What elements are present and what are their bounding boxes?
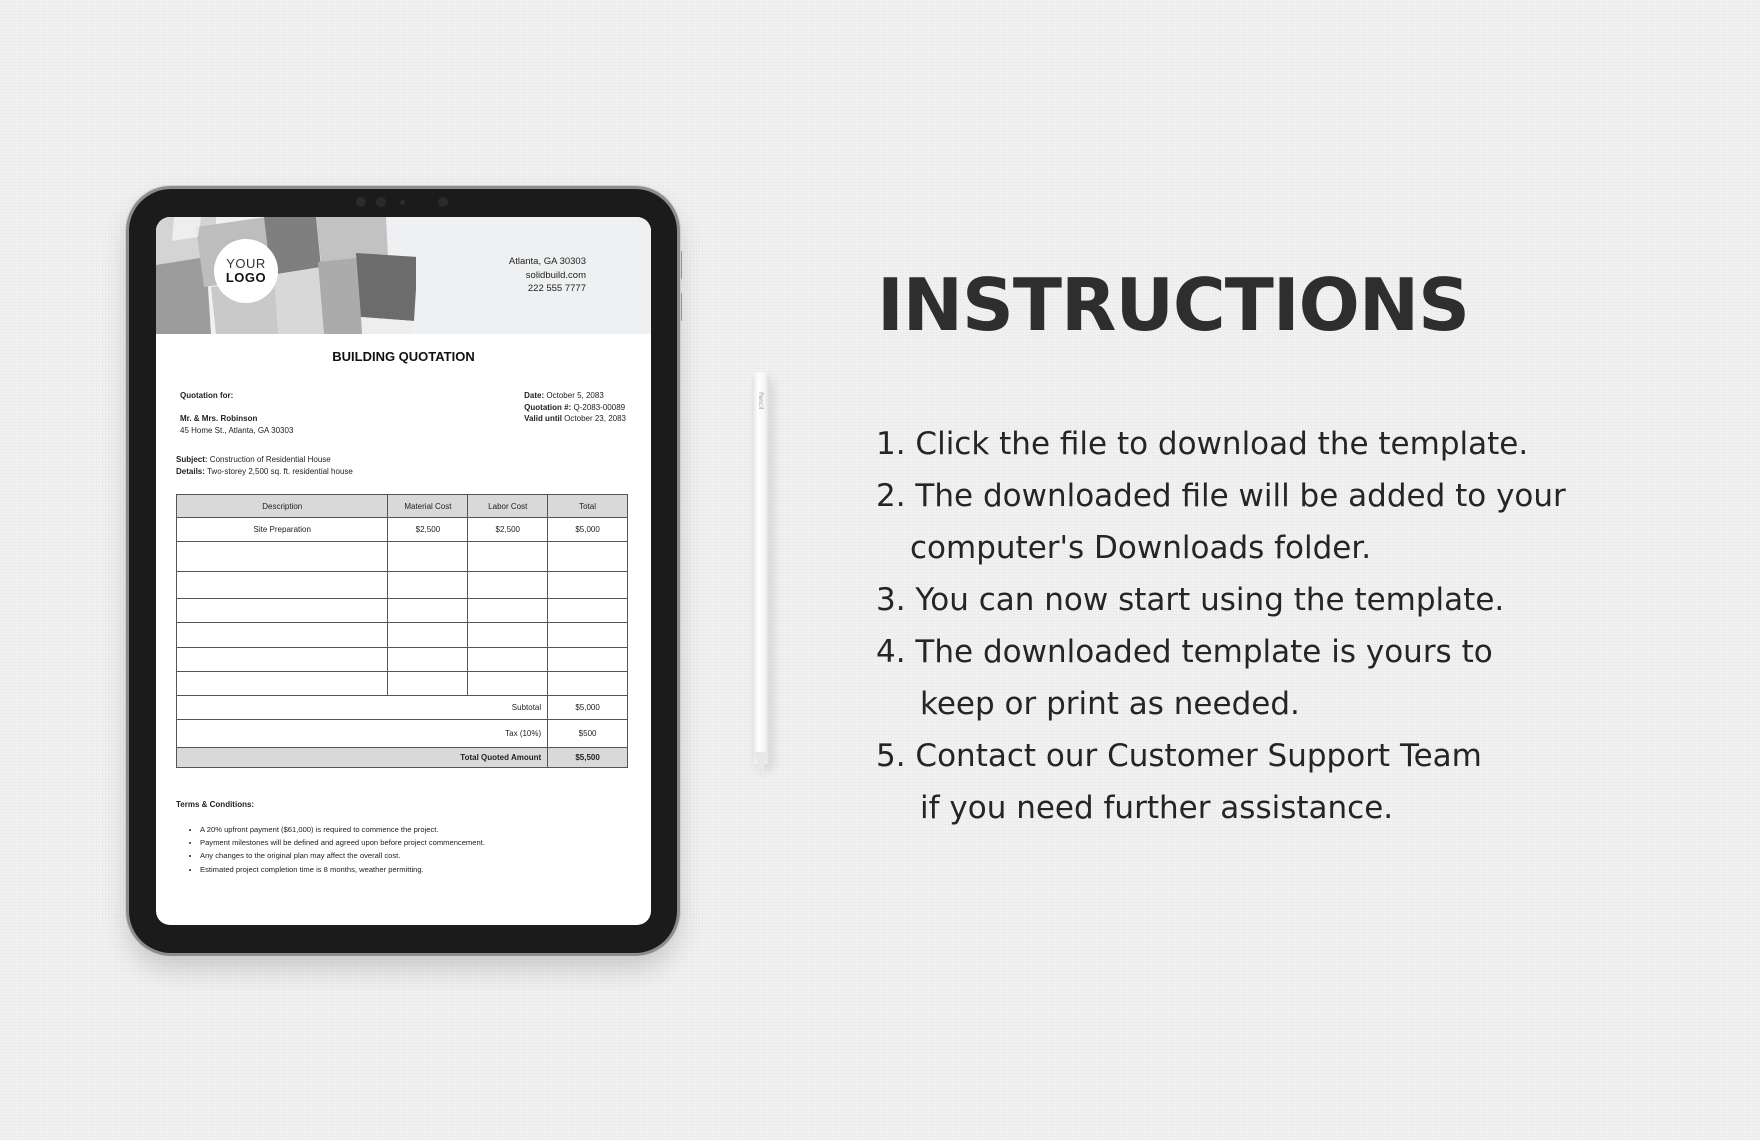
table-cell: $2,500 xyxy=(468,518,548,542)
logo-line-1: YOUR xyxy=(226,256,266,271)
quotation-number-value: Q-2083-00089 xyxy=(573,402,626,412)
camera-dot xyxy=(356,197,366,207)
subtotal-label: Subtotal xyxy=(177,696,548,720)
camera-bar xyxy=(350,196,460,208)
table-row xyxy=(177,518,628,542)
table-row-empty xyxy=(177,542,628,572)
camera-dot xyxy=(376,197,386,207)
subtotal-value: $5,000 xyxy=(548,696,628,720)
instruction-line: computer's Downloads folder. xyxy=(910,530,1372,566)
tablet-screen xyxy=(156,217,651,925)
instruction-line: 2. The downloaded file will be added to your xyxy=(876,478,1566,514)
table-row-empty xyxy=(177,648,628,672)
logo-line-2: LOGO xyxy=(225,270,267,285)
client-info xyxy=(180,413,293,436)
subject-label: Subject: xyxy=(176,455,208,464)
instructions-list xyxy=(876,418,1566,834)
valid-until-value: October 23, 2083 xyxy=(564,414,626,423)
contact-website: solidbuild.com xyxy=(525,269,586,281)
tablet-volume-up xyxy=(677,250,682,280)
table-header-cell: Description xyxy=(177,495,388,518)
table-row-empty xyxy=(177,672,628,696)
pencil-tip xyxy=(754,752,768,778)
total-label: Total Quoted Amount xyxy=(177,748,548,768)
logo xyxy=(214,239,278,303)
header-pattern xyxy=(156,217,416,334)
table-cell: $2,500 xyxy=(388,518,468,542)
instruction-line: 4. The downloaded template is yours to xyxy=(876,634,1493,670)
camera-dot xyxy=(438,197,448,207)
terms-title: Terms & Conditions: xyxy=(176,800,255,809)
quotation-number-label: Quotation #: xyxy=(524,402,572,412)
valid-until-label: Valid until xyxy=(524,414,562,423)
tax-label: Tax (10%) xyxy=(177,720,548,748)
date-label: Date: xyxy=(524,391,545,400)
table-header-row xyxy=(177,495,628,518)
total-value: $5,500 xyxy=(548,748,628,768)
contact-address: Atlanta, GA 30303 xyxy=(508,256,586,267)
quotation-meta xyxy=(524,390,626,425)
sensor-dot xyxy=(400,200,405,205)
instruction-line: 1. Click the file to download the template. xyxy=(876,426,1529,462)
terms-item: • Any changes to the original plan may affect the overall cost. xyxy=(200,849,485,862)
table-header-cell: Total xyxy=(548,495,628,518)
tablet-volume-down xyxy=(677,292,682,322)
terms-item: • Estimated project completion time is 8 months, weather permitting. xyxy=(200,863,485,876)
document-header xyxy=(156,217,651,334)
terms-item: • A 20% upfront payment ($61,000) is required to commence the project. xyxy=(200,823,485,836)
tax-value: $500 xyxy=(548,720,628,748)
table-cell: $5,000 xyxy=(548,518,628,542)
subtotal-row xyxy=(177,696,628,720)
instructions-title: INSTRUCTIONS xyxy=(877,263,1469,347)
table-row-empty xyxy=(177,572,628,599)
terms-list xyxy=(190,823,485,876)
client-name: Mr. & Mrs. Robinson xyxy=(180,414,258,423)
date-value: October 5, 2083 xyxy=(546,391,604,400)
tax-row xyxy=(177,720,628,748)
instruction-line: 5. Contact our Customer Support Team xyxy=(876,738,1482,774)
document-title: BUILDING QUOTATION xyxy=(332,349,475,364)
details-value: Two-storey 2,500 sq. ft. residential house xyxy=(206,466,353,476)
table-header-cell: Labor Cost xyxy=(468,495,548,518)
client-address: 45 Home St., Atlanta, GA 30303 xyxy=(180,425,294,435)
table-cell: Site Preparation xyxy=(177,518,388,542)
terms-item: • Payment milestones will be defined and agreed upon before project commencement. xyxy=(200,836,485,849)
subject-value: Construction of Residential House xyxy=(209,455,331,464)
details-label: Details: xyxy=(176,466,205,476)
quotation-table xyxy=(176,494,628,768)
table-row-empty xyxy=(177,623,628,648)
contact-phone: 222 555 7777 xyxy=(527,283,586,294)
pencil-label: Pencil xyxy=(757,392,764,410)
total-row xyxy=(177,748,628,768)
subject-block xyxy=(176,454,353,477)
stylus-pencil xyxy=(752,372,770,764)
instruction-line: 3. You can now start using the template. xyxy=(876,582,1505,618)
instruction-line: if you need further assistance. xyxy=(920,790,1394,826)
instruction-line: keep or print as needed. xyxy=(920,686,1300,722)
table-row-empty xyxy=(177,599,628,623)
table-header-cell: Material Cost xyxy=(388,495,468,518)
company-contact xyxy=(509,255,586,296)
quotation-for-label: Quotation for: xyxy=(180,391,234,400)
